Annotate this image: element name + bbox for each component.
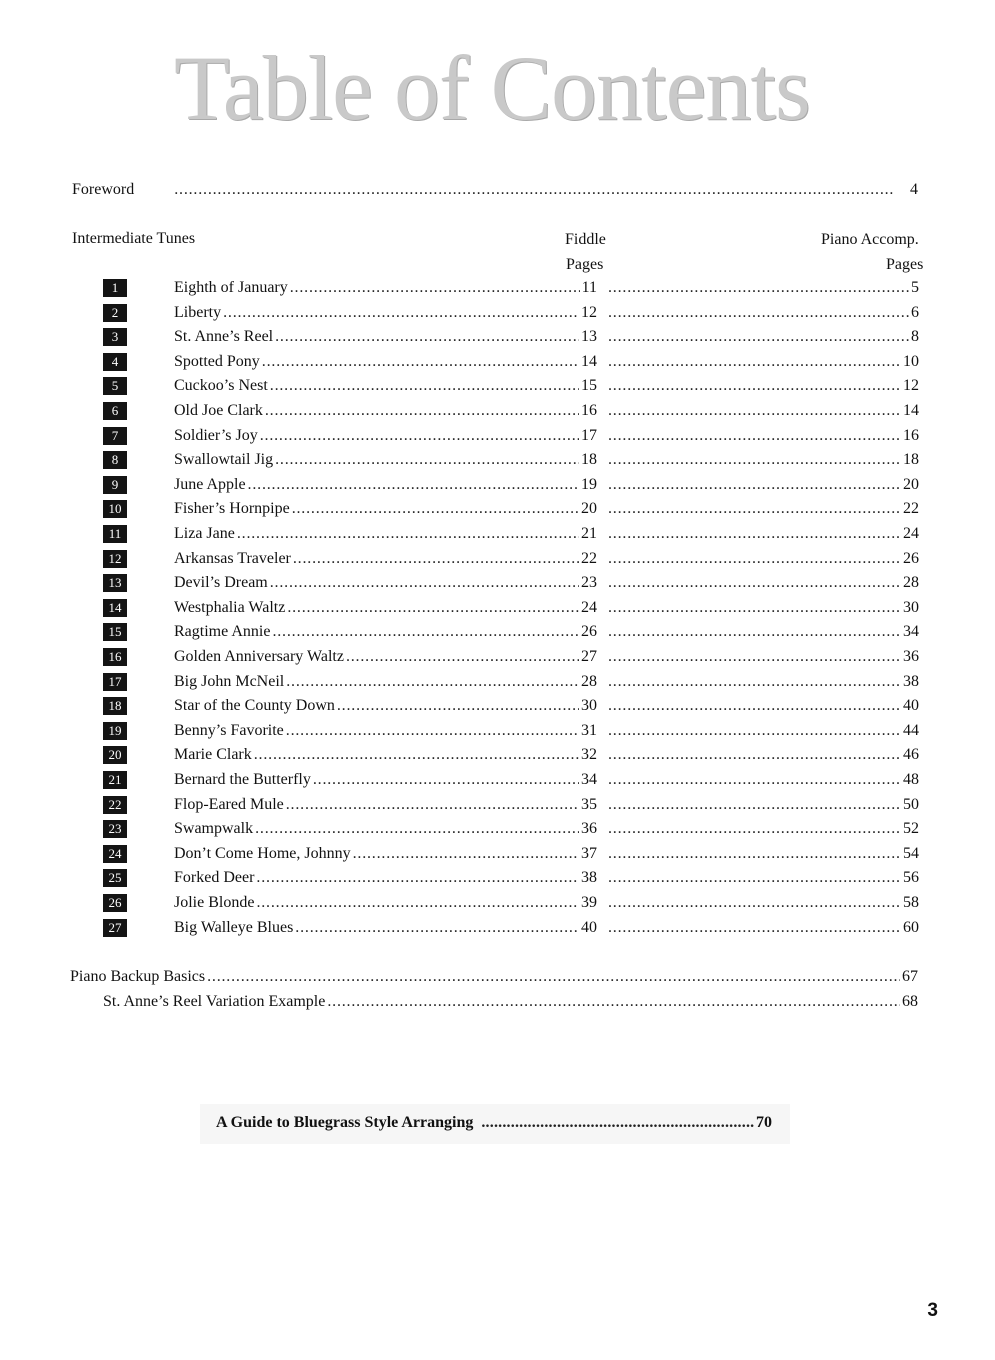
fiddle-page: 15 [581, 377, 597, 394]
dot-leader [275, 450, 579, 470]
tune-title: Liberty [174, 304, 222, 321]
dot-leader [608, 376, 901, 396]
fiddle-page: 37 [581, 845, 597, 862]
piano-page: 52 [903, 820, 919, 837]
dot-leader [608, 303, 909, 323]
piano-entry[interactable] [606, 795, 919, 815]
fiddle-page: 16 [581, 402, 597, 419]
fiddle-page: 22 [581, 550, 597, 567]
tune-entry[interactable] [174, 622, 597, 642]
track-number-badge: 1 [103, 279, 127, 297]
track-number-badge: 5 [103, 377, 127, 395]
tune-entry[interactable] [174, 450, 597, 470]
tune-entry[interactable] [174, 573, 597, 593]
dot-leader [608, 524, 901, 544]
piano-page: 28 [903, 574, 919, 591]
tune-entry[interactable] [174, 844, 597, 864]
tune-entry[interactable] [174, 819, 597, 839]
fiddle-page: 14 [581, 353, 597, 370]
piano-entry[interactable] [606, 278, 919, 298]
piano-entry[interactable] [606, 549, 919, 569]
dot-leader [248, 475, 579, 495]
dot-leader [256, 868, 579, 888]
track-number-badge: 20 [103, 746, 127, 764]
dot-leader [337, 696, 579, 716]
piano-entry[interactable] [606, 352, 919, 372]
fiddle-page: 30 [581, 697, 597, 714]
fiddle-page: 20 [581, 500, 597, 517]
dot-leader [608, 795, 901, 815]
dot-leader [608, 549, 901, 569]
fiddle-column-header-pages: Pages [566, 256, 604, 273]
fiddle-column-header: Fiddle [565, 231, 606, 248]
piano-page: 36 [903, 648, 919, 665]
piano-page: 30 [903, 599, 919, 616]
piano-page: 48 [903, 771, 919, 788]
tune-entry[interactable] [174, 426, 597, 446]
dot-leader [608, 475, 901, 495]
tune-title: Swallowtail Jig [174, 451, 274, 468]
track-number-badge: 7 [103, 427, 127, 445]
piano-page: 60 [903, 919, 919, 936]
tune-title: Golden Anniversary Waltz [174, 648, 344, 665]
piano-page: 14 [903, 402, 919, 419]
dot-leader [608, 647, 901, 667]
tune-title: Fisher’s Hornpipe [174, 500, 290, 517]
tune-entry[interactable] [174, 524, 597, 544]
dot-leader [327, 992, 900, 1012]
tune-title: Cuckoo’s Nest [174, 377, 268, 394]
tune-title: Bernard the Butterfly [174, 771, 311, 788]
track-number-badge: 2 [103, 304, 127, 322]
dot-leader [237, 524, 579, 544]
fiddle-page: 13 [581, 328, 597, 345]
dot-leader [295, 918, 579, 938]
piano-page: 34 [903, 623, 919, 640]
track-number-badge: 26 [103, 894, 127, 912]
dot-leader [608, 844, 901, 864]
fiddle-page: 21 [581, 525, 597, 542]
dot-leader [608, 622, 901, 642]
tune-entry[interactable] [174, 598, 597, 618]
piano-entry[interactable] [606, 672, 919, 692]
dot-leader [608, 401, 901, 421]
dot-leader [353, 844, 579, 864]
tune-entry[interactable] [174, 549, 597, 569]
track-number-badge: 12 [103, 550, 127, 568]
piano-entry[interactable] [606, 450, 919, 470]
piano-entry[interactable] [606, 721, 919, 741]
tune-title: Ragtime Annie [174, 623, 271, 640]
dot-leader [608, 278, 909, 298]
dot-leader [270, 573, 579, 593]
dot-leader [608, 327, 909, 347]
piano-page: 12 [903, 377, 919, 394]
fiddle-page: 23 [581, 574, 597, 591]
fiddle-page: 27 [581, 648, 597, 665]
piano-page: 16 [903, 427, 919, 444]
tune-title: Jolie Blonde [174, 894, 255, 911]
dot-leader [608, 573, 901, 593]
piano-page: 8 [911, 328, 919, 345]
tune-entry[interactable] [174, 795, 597, 815]
tune-entry[interactable] [174, 475, 597, 495]
tune-entry[interactable] [174, 696, 597, 716]
track-number-badge: 4 [103, 353, 127, 371]
fiddle-page: 28 [581, 673, 597, 690]
dot-leader [292, 499, 579, 519]
tune-entry[interactable] [174, 721, 597, 741]
guide-label: A Guide to Bluegrass Style Arranging [216, 1114, 474, 1131]
piano-backup-label: Piano Backup Basics [70, 968, 206, 985]
tune-title: Forked Deer [174, 869, 255, 886]
piano-page: 56 [903, 869, 919, 886]
piano-entry[interactable] [606, 770, 919, 790]
piano-page: 18 [903, 451, 919, 468]
dot-leader [275, 327, 579, 347]
piano-page: 54 [903, 845, 919, 862]
tune-entry[interactable] [174, 770, 597, 790]
piano-entry[interactable] [606, 376, 919, 396]
dot-leader [608, 745, 901, 765]
tune-entry[interactable] [174, 499, 597, 519]
piano-page: 44 [903, 722, 919, 739]
dot-leader [265, 401, 579, 421]
piano-entry[interactable] [606, 868, 919, 888]
dot-leader [313, 770, 579, 790]
track-number-badge: 15 [103, 623, 127, 641]
piano-page: 6 [911, 304, 919, 321]
tune-title: Old Joe Clark [174, 402, 263, 419]
piano-entry[interactable] [606, 844, 919, 864]
dot-leader [270, 376, 579, 396]
tune-entry[interactable] [174, 401, 597, 421]
fiddle-page: 26 [581, 623, 597, 640]
toc-entry-foreword[interactable] [72, 180, 918, 200]
tune-entry[interactable] [174, 893, 597, 913]
dot-leader [608, 450, 901, 470]
piano-page: 58 [903, 894, 919, 911]
track-number-badge: 13 [103, 574, 127, 592]
dot-leader [346, 647, 579, 667]
piano-page: 38 [903, 673, 919, 690]
track-number-badge: 17 [103, 673, 127, 691]
tune-title: Soldier’s Joy [174, 427, 258, 444]
tune-title: Liza Jane [174, 525, 235, 542]
section-heading: Intermediate Tunes [72, 230, 196, 247]
fiddle-page: 12 [581, 304, 597, 321]
fiddle-page: 35 [581, 796, 597, 813]
track-number-badge: 18 [103, 697, 127, 715]
track-number-badge: 8 [103, 451, 127, 469]
track-number-badge: 23 [103, 820, 127, 838]
piano-page: 46 [903, 746, 919, 763]
tune-title: Big John McNeil [174, 673, 285, 690]
dot-leader [262, 352, 579, 372]
toc-entry-piano-backup[interactable] [70, 967, 918, 987]
tune-entry[interactable] [174, 278, 597, 298]
tune-entry[interactable] [174, 303, 597, 323]
foreword-page: 4 [910, 181, 918, 198]
piano-backup-page: 67 [902, 968, 918, 985]
piano-page: 50 [903, 796, 919, 813]
tune-title: Westphalia Waltz [174, 599, 286, 616]
piano-page: 24 [903, 525, 919, 542]
dot-leader [286, 672, 579, 692]
fiddle-page: 18 [581, 451, 597, 468]
track-number-badge: 6 [103, 402, 127, 420]
piano-column-header: Piano Accomp. [821, 231, 919, 248]
piano-entry[interactable] [606, 475, 919, 495]
tune-title: Arkansas Traveler [174, 550, 291, 567]
piano-page: 22 [903, 500, 919, 517]
tune-title: Don’t Come Home, Johnny [174, 845, 351, 862]
piano-entry[interactable] [606, 622, 919, 642]
tune-entry[interactable] [174, 745, 597, 765]
piano-entry[interactable] [606, 598, 919, 618]
piano-page: 20 [903, 476, 919, 493]
dot-leader [174, 180, 908, 200]
track-number-badge: 19 [103, 722, 127, 740]
track-number-badge: 27 [103, 919, 127, 937]
tune-entry[interactable] [174, 918, 597, 938]
dot-leader [254, 745, 579, 765]
fiddle-page: 40 [581, 919, 597, 936]
dot-leader [608, 499, 901, 519]
piano-page: 10 [903, 353, 919, 370]
piano-page: 26 [903, 550, 919, 567]
dot-leader [608, 770, 901, 790]
page-title: Table of Contents [174, 37, 810, 139]
tune-title: Eighth of January [174, 279, 288, 296]
dot-leader [293, 549, 579, 569]
piano-entry[interactable] [606, 426, 919, 446]
tune-title: June Apple [174, 476, 246, 493]
tune-title: Star of the County Down [174, 697, 335, 714]
fiddle-page: 32 [581, 746, 597, 763]
track-number-badge: 21 [103, 771, 127, 789]
dot-leader [608, 598, 901, 618]
tune-title: Spotted Pony [174, 353, 260, 370]
track-number-badge: 11 [103, 525, 127, 543]
piano-entry[interactable] [606, 499, 919, 519]
tune-entry[interactable] [174, 327, 597, 347]
fiddle-page: 17 [581, 427, 597, 444]
dot-leader [608, 696, 901, 716]
piano-entry[interactable] [606, 918, 919, 938]
dot-leader [608, 819, 901, 839]
dot-leader [256, 893, 579, 913]
track-number-badge: 25 [103, 869, 127, 887]
dot-leader [608, 918, 901, 938]
track-number-badge: 9 [103, 476, 127, 494]
tune-title: Swampwalk [174, 820, 254, 837]
track-number-badge: 10 [103, 500, 127, 518]
fiddle-page: 34 [581, 771, 597, 788]
tune-title: Benny’s Favorite [174, 722, 284, 739]
piano-entry[interactable] [606, 647, 919, 667]
piano-entry[interactable] [606, 819, 919, 839]
track-number-badge: 14 [103, 599, 127, 617]
track-number-badge: 22 [103, 796, 127, 814]
fiddle-page: 31 [581, 722, 597, 739]
fiddle-page: 11 [581, 279, 597, 296]
tune-title: St. Anne’s Reel [174, 328, 274, 345]
tune-entry[interactable] [174, 376, 597, 396]
foreword-label: Foreword [72, 181, 135, 198]
dot-leader [272, 622, 579, 642]
tune-title: Devil’s Dream [174, 574, 268, 591]
piano-entry[interactable] [606, 401, 919, 421]
dot-leader [481, 1113, 754, 1133]
dot-leader [286, 795, 579, 815]
dot-leader [608, 721, 901, 741]
track-number-badge: 16 [103, 648, 127, 666]
fiddle-page: 36 [581, 820, 597, 837]
tune-entry[interactable] [174, 868, 597, 888]
dot-leader [223, 303, 579, 323]
fiddle-page: 19 [581, 476, 597, 493]
tune-title: Marie Clark [174, 746, 252, 763]
dot-leader [608, 868, 901, 888]
dot-leader [608, 352, 901, 372]
dot-leader [608, 426, 901, 446]
piano-entry[interactable] [606, 745, 919, 765]
tune-title: Flop-Eared Mule [174, 796, 284, 813]
piano-entry[interactable] [606, 696, 919, 716]
tune-entry[interactable] [174, 352, 597, 372]
piano-column-header-pages: Pages [886, 256, 924, 273]
piano-entry[interactable] [606, 303, 919, 323]
piano-page: 40 [903, 697, 919, 714]
tune-entry[interactable] [174, 647, 597, 667]
variation-label: St. Anne’s Reel Variation Example [103, 993, 326, 1010]
dot-leader [287, 598, 579, 618]
tune-title: Big Walleye Blues [174, 919, 294, 936]
tune-entry[interactable] [174, 672, 597, 692]
variation-page: 68 [902, 993, 918, 1010]
dot-leader [260, 426, 579, 446]
toc-entry-guide[interactable] [216, 1113, 772, 1133]
fiddle-page: 24 [581, 599, 597, 616]
piano-page: 5 [911, 279, 919, 296]
track-number-badge: 24 [103, 845, 127, 863]
fiddle-page: 38 [581, 869, 597, 886]
dot-leader [255, 819, 579, 839]
piano-entry[interactable] [606, 524, 919, 544]
piano-entry[interactable] [606, 893, 919, 913]
dot-leader [290, 278, 580, 298]
dot-leader [286, 721, 579, 741]
track-number-badge: 3 [103, 328, 127, 346]
dot-leader [207, 967, 900, 987]
toc-entry-variation[interactable] [103, 992, 918, 1012]
piano-entry[interactable] [606, 573, 919, 593]
guide-page: 70 [756, 1114, 772, 1131]
dot-leader [608, 672, 901, 692]
fiddle-page: 39 [581, 894, 597, 911]
piano-entry[interactable] [606, 327, 919, 347]
dot-leader [608, 893, 901, 913]
page-number: 3 [927, 1300, 938, 1321]
